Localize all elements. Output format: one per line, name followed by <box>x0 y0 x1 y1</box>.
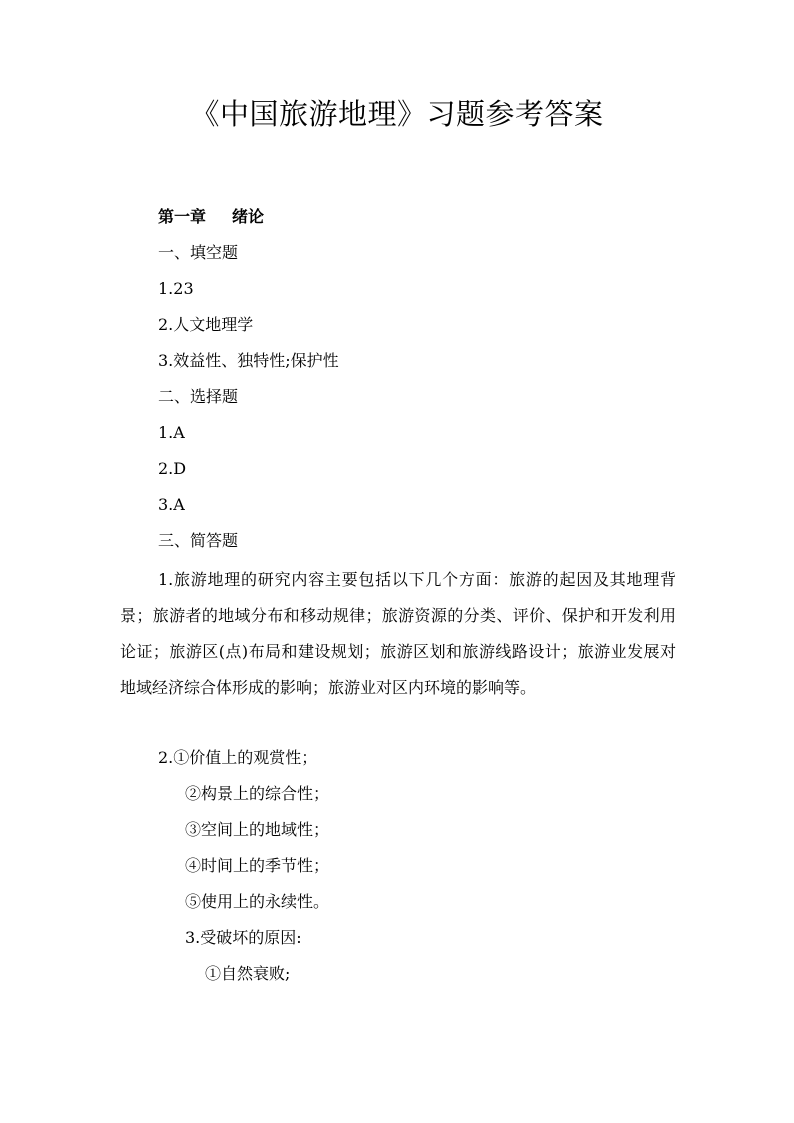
section-heading-short-answer: 三、简答题 <box>158 531 239 550</box>
section-heading-choice: 二、选择题 <box>158 387 239 406</box>
choice-answer-2: 2.D <box>158 459 187 478</box>
short-answer-2-line-4: ④时间上的季节性； <box>185 856 330 875</box>
document-title: 《中国旅游地理》习题参考答案 <box>190 97 604 131</box>
short-answer-2-line-1: 2.①价值上的观赏性； <box>158 748 318 767</box>
short-answer-2-line-2: ②构景上的综合性； <box>185 784 330 803</box>
chapter-number: 第一章 <box>158 207 207 226</box>
choice-answer-1: 1.A <box>158 423 185 442</box>
choice-answer-3: 3.A <box>158 495 185 514</box>
fill-blank-answer-1: 1.23 <box>158 279 194 298</box>
short-answer-1: 1.旅游地理的研究内容主要包括以下几个方面：旅游的起因及其地理背景；旅游者的地域分布和移动规律；旅游资源的分类、评价、保护和开发利用论证；旅游区(点)布局和建设规划；旅游区划和旅游线路设计；旅游业发展对地域经济综合体形成的影响；旅游业对区内环境的影响等。 <box>120 570 676 697</box>
short-answer-2-line-5: ⑤使用上的永续性。 <box>185 892 330 911</box>
short-answer-2-line-3: ③空间上的地域性； <box>185 820 330 839</box>
chapter-name: 绪论 <box>232 207 265 226</box>
fill-blank-answer-3: 3.效益性、独特性;保护性 <box>158 351 339 370</box>
fill-blank-answer-2: 2.人文地理学 <box>158 315 254 334</box>
section-heading-fill-blank: 一、填空题 <box>158 243 239 262</box>
short-answer-3-item-1: ①自然衰败; <box>205 964 291 983</box>
short-answer-3-lead: 3.受破坏的原因: <box>185 928 302 947</box>
chapter-heading <box>158 205 264 229</box>
